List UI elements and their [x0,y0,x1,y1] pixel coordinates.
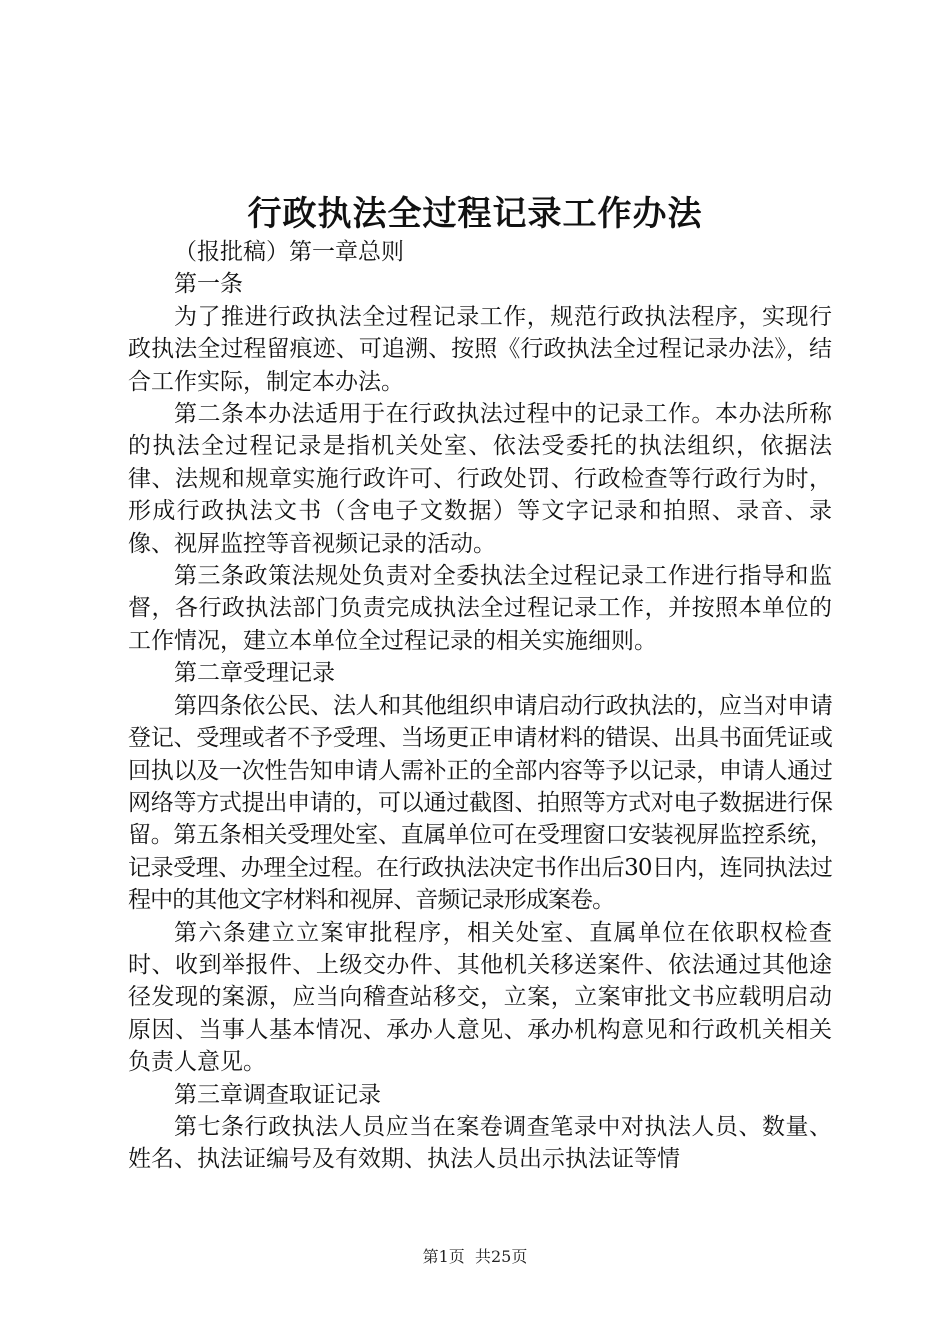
paragraph-draft-note-chapter-1: （报批稿）第一章总则 [174,239,404,265]
page-total: 共25页 [474,1247,528,1266]
paragraph-article-2: 第二条本办法适用于在行政执法过程中的记录工作。本办法所称的执法全过程记录是指机关处室、依法受委托的执法组织，依据法律、法规和规章实施行政许可、行政处罚、行政检查等行政行为时，形成行政执法文书（含电子文数据）等文字记录和拍照、录音、录像、视屏监控等音视频记录的活动。 [128,401,832,557]
paragraph-article-7: 第七条行政执法人员应当在案卷调查笔录中对执法人员、数量、姓名、执法证编号及有效期、执法人员出示执法证等情 [128,1113,832,1173]
paragraph-chapter-2-heading: 第二章受理记录 [174,660,335,687]
paragraph-article-1-body: 为了推进行政执法全过程记录工作，规范行政执法程序，实现行政执法全过程留痕迹、可追溯、按照《行政执法全过程记录办法》，结合工作实际，制定本办法。 [128,303,832,395]
document-body [128,236,832,1176]
document-title: 行政执法全过程记录工作办法 [247,194,703,234]
paragraph-chapter-3-heading: 第三章调查取证记录 [174,1081,381,1108]
footer-separator [465,1247,475,1266]
page-number: 第1页 [422,1247,465,1266]
paragraph-article-3: 第三条政策法规处负责对全委执法全过程记录工作进行指导和监督，各行政执法部门负责完成执法全过程记录工作，并按照本单位的工作情况，建立本单位全过程记录的相关实施细则。 [128,563,832,654]
page-footer [0,1244,950,1267]
paragraph-article-6: 第六条建立立案审批程序，相关处室、直属单位在依职权检查时、收到举报件、上级交办件、其他机关移送案件、依法通过其他途径发现的案源，应当向稽查站移交，立案，立案审批文书应载明启动原因、当事人基本情况、承办人意见、承办机构意见和行政机关相关负责人意见。 [128,919,832,1076]
paragraph-article-4-5: 第四条依公民、法人和其他组织申请启动行政执法的，应当对申请登记、受理或者不予受理、当场更正申请材料的错误、出具书面凭证或回执以及一次性告知申请人需补正的全部内容等予以记录，申请人通过网络等方式提出申请的，可以通过截图、拍照等方式对电子数据进行保留。第五条相关受理处室、直属单位可在受理窗口安装视屏监控系统，记录受理、办理全过程。在行政执法决定书作出后30日内，连同执法过程中的其他文字材料和视屏、音频记录形成案卷。 [128,692,832,914]
paragraph-article-1-heading: 第一条 [174,271,243,298]
